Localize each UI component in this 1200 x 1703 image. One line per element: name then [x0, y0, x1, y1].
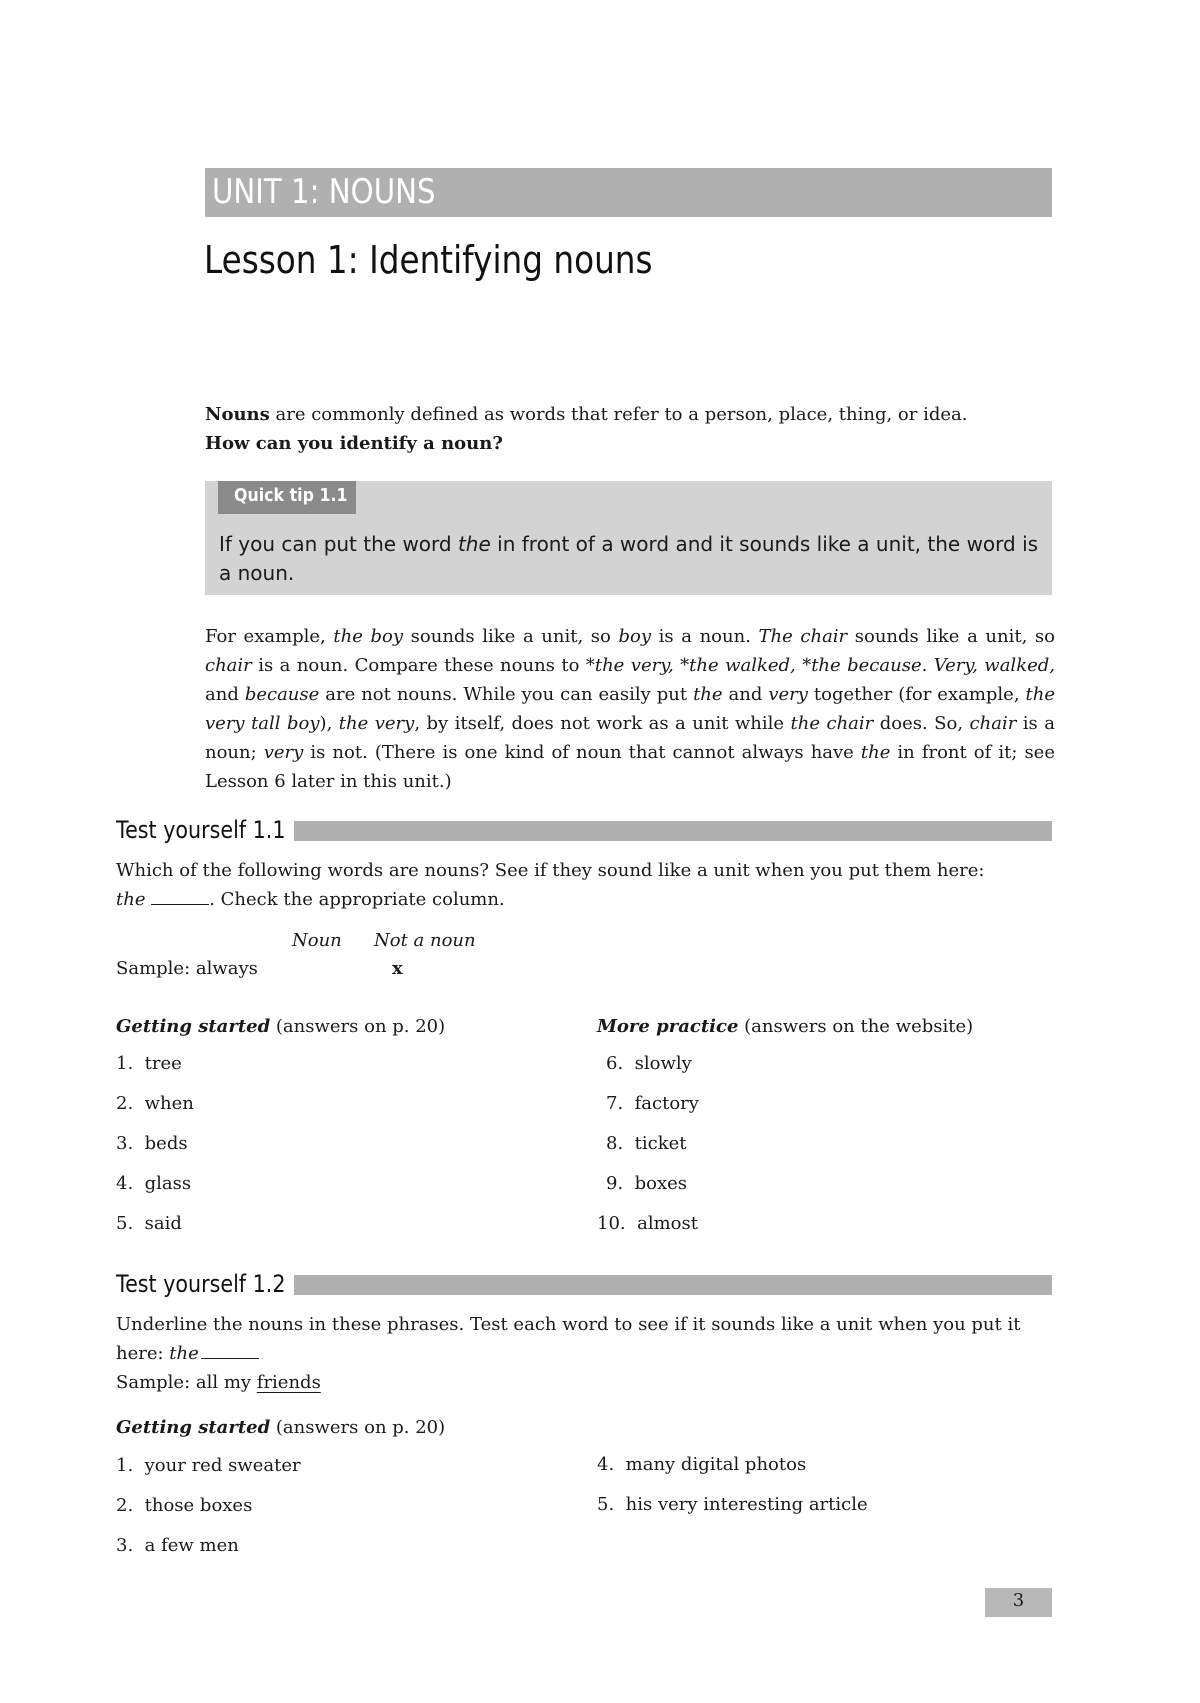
- list-item-number: 9.: [606, 1173, 624, 1194]
- example-text-run: is not. (There is one kind of noun that cannot always have: [303, 742, 861, 763]
- more-practice-title: [597, 1012, 973, 1041]
- blank-line: [201, 1340, 259, 1359]
- example-text-run: the chair: [790, 713, 874, 734]
- list-item: [116, 1173, 191, 1194]
- more-practice-note: (answers on the website): [738, 1016, 974, 1037]
- column-header-not-noun: Not a noun: [374, 930, 476, 951]
- list-item-text: ticket: [634, 1133, 687, 1154]
- page-number: 3: [1012, 1590, 1025, 1611]
- list-item-number: 4.: [116, 1173, 134, 1194]
- list-item-text: boxes: [634, 1173, 688, 1194]
- list-item-number: 5.: [597, 1494, 615, 1515]
- example-text-run: does. So,: [873, 713, 970, 734]
- example-text-run: the boy: [333, 626, 404, 647]
- list-item: [116, 1053, 182, 1074]
- list-item-text: when: [144, 1093, 194, 1114]
- example-text-run: together (for example,: [807, 684, 1026, 705]
- list-item: [606, 1053, 692, 1074]
- test-1-heading-rule: [294, 821, 1052, 841]
- list-item-number: 4.: [597, 1454, 615, 1475]
- list-item-number: 10.: [597, 1213, 626, 1234]
- list-item-text: beds: [144, 1133, 188, 1154]
- sample-mark: x: [392, 958, 403, 979]
- quick-tip-text-part: If you can put the word: [219, 532, 458, 556]
- example-text-run: is a noun.: [651, 626, 759, 647]
- example-text-run: , by itself, does not work as a unit while: [414, 713, 791, 734]
- list-item-text: his very interesting article: [625, 1494, 868, 1515]
- test-2-heading: Test yourself 1.2: [116, 1270, 286, 1298]
- example-text-run: the: [693, 684, 723, 705]
- example-text-run: ),: [319, 713, 339, 734]
- list-item-text: said: [144, 1213, 182, 1234]
- blank-line: [151, 886, 209, 905]
- list-item: [116, 1133, 188, 1154]
- quick-tip-text-part: in front of a word and it sounds like a unit, the word is a noun.: [219, 532, 1039, 585]
- list-item-text: a few men: [144, 1535, 239, 1556]
- test-2-instructions: [116, 1310, 1056, 1397]
- example-text-run: sounds like a unit, so: [847, 626, 1055, 647]
- test-2-sample-underlined: friends: [256, 1372, 321, 1393]
- example-text-run: *the very, *the walked, *the because. Very, walked,: [585, 655, 1055, 676]
- list-item: [597, 1454, 806, 1475]
- example-text-run: sounds like a unit, so: [403, 626, 619, 647]
- example-text-run: are not nouns. While you can easily put: [319, 684, 694, 705]
- quick-tip-text: [219, 530, 1039, 588]
- getting-started-note: (answers on p. 20): [270, 1417, 446, 1438]
- list-item-number: 5.: [116, 1213, 134, 1234]
- test-1-heading: Test yourself 1.1: [116, 816, 286, 844]
- getting-started-title: [116, 1012, 445, 1041]
- test-1-instructions: [116, 856, 1056, 914]
- list-item-text: factory: [634, 1093, 699, 1114]
- list-item-number: 2.: [116, 1093, 134, 1114]
- intro-line1: are commonly defined as words that refer to a person, place, thing, or idea.: [269, 404, 968, 425]
- sample-label: Sample: always: [116, 958, 258, 979]
- getting-started-note: (answers on p. 20): [270, 1016, 446, 1037]
- list-item-text: almost: [637, 1213, 698, 1234]
- example-text-run: very: [768, 684, 808, 705]
- list-item: [606, 1133, 687, 1154]
- list-item: [116, 1213, 182, 1234]
- test-2-heading-rule: [294, 1275, 1052, 1295]
- example-text-run: For example,: [205, 626, 334, 647]
- list-item-text: tree: [144, 1053, 182, 1074]
- example-text-run: is a noun;: [205, 713, 1055, 763]
- test-1-instr-the: the: [116, 889, 146, 910]
- getting-started-label: Getting started: [116, 1016, 271, 1037]
- list-item-number: 8.: [606, 1133, 624, 1154]
- intro-bold-word: Nouns: [205, 404, 270, 425]
- list-item: [597, 1213, 698, 1234]
- intro-paragraph: [205, 400, 1055, 458]
- example-text-run: because: [244, 684, 320, 705]
- example-text-run: in front of it; see Lesson 6 later in this unit.): [205, 742, 1055, 792]
- list-item-number: 1.: [116, 1053, 134, 1074]
- list-item-text: many digital photos: [625, 1454, 807, 1475]
- quick-tip-text-italic: the: [457, 532, 491, 556]
- example-text-run: and: [722, 684, 769, 705]
- example-text-run: boy: [618, 626, 652, 647]
- column-header-noun: Noun: [292, 930, 342, 951]
- example-text-run: chair: [969, 713, 1017, 734]
- list-item-number: 7.: [606, 1093, 624, 1114]
- list-item: [116, 1535, 239, 1556]
- test-2-instr-line1: Underline the nouns in these phrases. Test each word to see if it sounds like a unit when you put it: [116, 1314, 1021, 1335]
- list-item-text: glass: [144, 1173, 192, 1194]
- unit-title: UNIT 1: NOUNS: [212, 172, 436, 212]
- list-item: [597, 1494, 868, 1515]
- example-text-run: The chair: [758, 626, 848, 647]
- example-text-run: the: [860, 742, 891, 763]
- list-item-text: those boxes: [144, 1495, 253, 1516]
- test-1-instr-line1: Which of the following words are nouns? See if they sound like a unit when you put them here:: [116, 860, 985, 881]
- test-2-getting-started-title: [116, 1413, 445, 1442]
- list-item-number: 2.: [116, 1495, 134, 1516]
- test-2-sample-prefix: Sample: all my: [116, 1372, 257, 1393]
- list-item: [606, 1093, 699, 1114]
- example-text-run: the very: [338, 713, 415, 734]
- list-item: [116, 1093, 194, 1114]
- more-practice-label: More practice: [597, 1016, 739, 1037]
- lesson-title: Lesson 1: Identifying nouns: [204, 238, 653, 282]
- example-text-run: the very tall boy: [205, 684, 1055, 734]
- quick-tip-label: Quick tip 1.1: [234, 485, 348, 506]
- list-item-text: your red sweater: [144, 1455, 301, 1476]
- test-1-instr-line2: . Check the appropriate column.: [209, 889, 505, 910]
- getting-started-label: Getting started: [116, 1417, 271, 1438]
- list-item-number: 3.: [116, 1535, 134, 1556]
- example-text-run: very: [263, 742, 304, 763]
- list-item: [606, 1173, 687, 1194]
- example-text-run: and: [205, 684, 245, 705]
- test-2-instr-here: here:: [116, 1343, 170, 1364]
- test-2-instr-the: the: [169, 1343, 199, 1364]
- example-text-run: is a noun. Compare these nouns to: [251, 655, 586, 676]
- example-paragraph: [205, 622, 1055, 796]
- list-item-number: 3.: [116, 1133, 134, 1154]
- list-item-number: 1.: [116, 1455, 134, 1476]
- list-item-number: 6.: [606, 1053, 624, 1074]
- list-item-text: slowly: [634, 1053, 692, 1074]
- intro-line2: How can you identify a noun?: [205, 433, 503, 454]
- example-text-run: chair: [205, 655, 252, 676]
- list-item: [116, 1495, 252, 1516]
- list-item: [116, 1455, 301, 1476]
